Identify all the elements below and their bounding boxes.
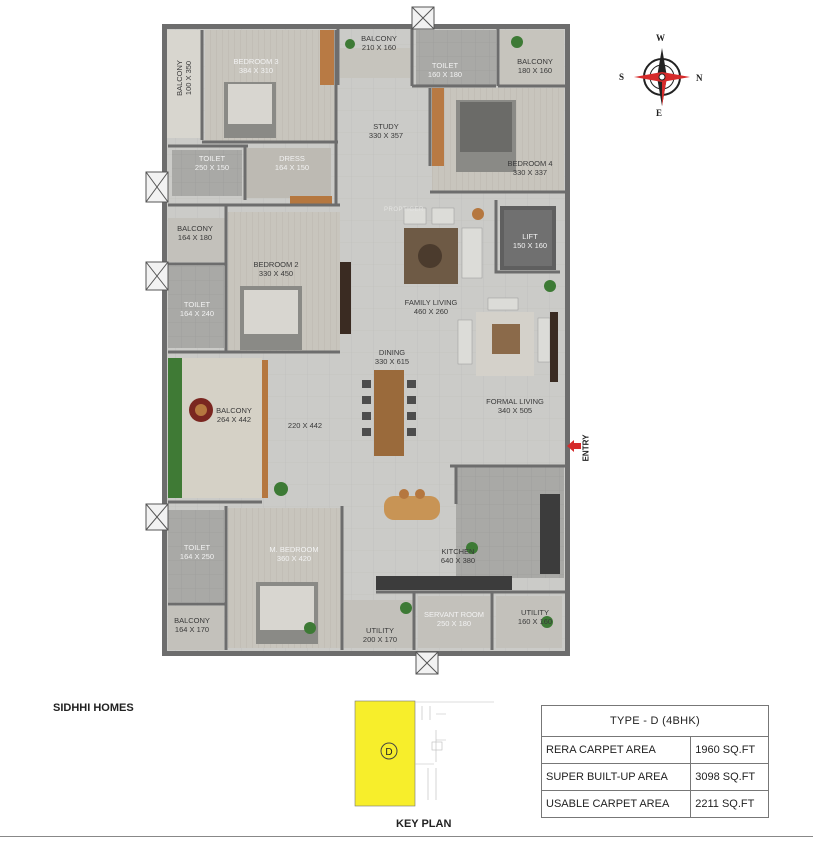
compass-n-label: N bbox=[696, 73, 703, 83]
room-label-family-living: FAMILY LIVING 460 X 260 bbox=[404, 298, 458, 316]
room-label-toilet-b3: TOILET 250 X 150 bbox=[194, 154, 230, 172]
room-label-toilet-mb: TOILET 164 X 250 bbox=[179, 543, 215, 561]
room-label-utility-bottom: UTILITY 200 X 170 bbox=[362, 626, 398, 644]
room-label-utility-right: UTILITY 160 X 160 bbox=[517, 608, 553, 626]
room-label-balcony-top: BALCONY 210 X 160 bbox=[361, 34, 397, 52]
room-label-balcony-ne: BALCONY 180 X 160 bbox=[517, 57, 553, 75]
area-label: RERA CARPET AREA bbox=[542, 737, 691, 764]
room-label-lift: LIFT 150 X 160 bbox=[512, 232, 548, 250]
room-label-dress: DRESS 164 X 150 bbox=[274, 154, 310, 172]
room-label-passage: 220 X 442 bbox=[287, 421, 323, 430]
area-table bbox=[541, 705, 769, 818]
room-label-servant-room: SERVANT ROOM 250 X 180 bbox=[423, 610, 485, 628]
entry-label: ENTRY bbox=[581, 434, 591, 462]
room-label-balcony-mb: BALCONY 164 X 170 bbox=[174, 616, 210, 634]
unit-type: TYPE - D (4BHK) bbox=[542, 706, 769, 737]
area-label: SUPER BUILT-UP AREA bbox=[542, 764, 691, 791]
compass-e-label: E bbox=[656, 108, 663, 118]
compass-w-label: W bbox=[656, 33, 665, 43]
room-label-toilet-b2: TOILET 164 X 240 bbox=[179, 300, 215, 318]
compass-icon bbox=[620, 34, 706, 120]
room-label-dining: DINING 330 X 615 bbox=[374, 348, 410, 366]
watermark: PROPTIGER bbox=[384, 207, 424, 213]
area-value: 1960 SQ.FT bbox=[691, 737, 769, 764]
table-row bbox=[542, 737, 769, 764]
area-value: 3098 SQ.FT bbox=[691, 764, 769, 791]
key-plan-unit: D bbox=[385, 747, 393, 758]
bottom-rule bbox=[0, 836, 813, 837]
table-row bbox=[542, 791, 769, 818]
entry-arrow-icon bbox=[566, 439, 582, 453]
key-plan bbox=[354, 700, 498, 808]
room-label-study: STUDY 330 X 357 bbox=[368, 122, 404, 140]
room-label-kitchen: KITCHEN 640 X 380 bbox=[440, 547, 476, 565]
room-label-master-bedroom: M. BEDROOM 360 X 420 bbox=[269, 545, 319, 563]
room-label-balcony-b2: BALCONY 164 X 180 bbox=[177, 224, 213, 242]
brand-name: SIDHHI HOMES bbox=[53, 702, 134, 714]
room-label-bedroom4: BEDROOM 4 330 X 337 bbox=[507, 159, 553, 177]
compass-s-label: S bbox=[619, 72, 625, 82]
room-label-toilet-top: TOILET 160 X 180 bbox=[427, 61, 463, 79]
dining-table bbox=[374, 370, 404, 456]
area-value: 2211 SQ.FT bbox=[691, 791, 769, 818]
balcony-top-room bbox=[340, 48, 410, 78]
room-label-bedroom3: BEDROOM 3 384 X 310 bbox=[233, 57, 279, 75]
green-strip bbox=[168, 358, 182, 498]
table-row bbox=[542, 764, 769, 791]
key-plan-title: KEY PLAN bbox=[396, 818, 452, 830]
balcony-mid-room bbox=[182, 358, 262, 498]
room-label-balcony-mid: BALCONY 264 X 442 bbox=[216, 406, 252, 424]
room-label-balcony-left: BALCONY 100 X 350 bbox=[175, 60, 193, 96]
area-label: USABLE CARPET AREA bbox=[542, 791, 691, 818]
room-label-formal-living: FORMAL LIVING 340 X 505 bbox=[486, 397, 544, 415]
kitchen-counter bbox=[376, 576, 512, 590]
room-label-bedroom2: BEDROOM 2 330 X 450 bbox=[253, 260, 299, 278]
